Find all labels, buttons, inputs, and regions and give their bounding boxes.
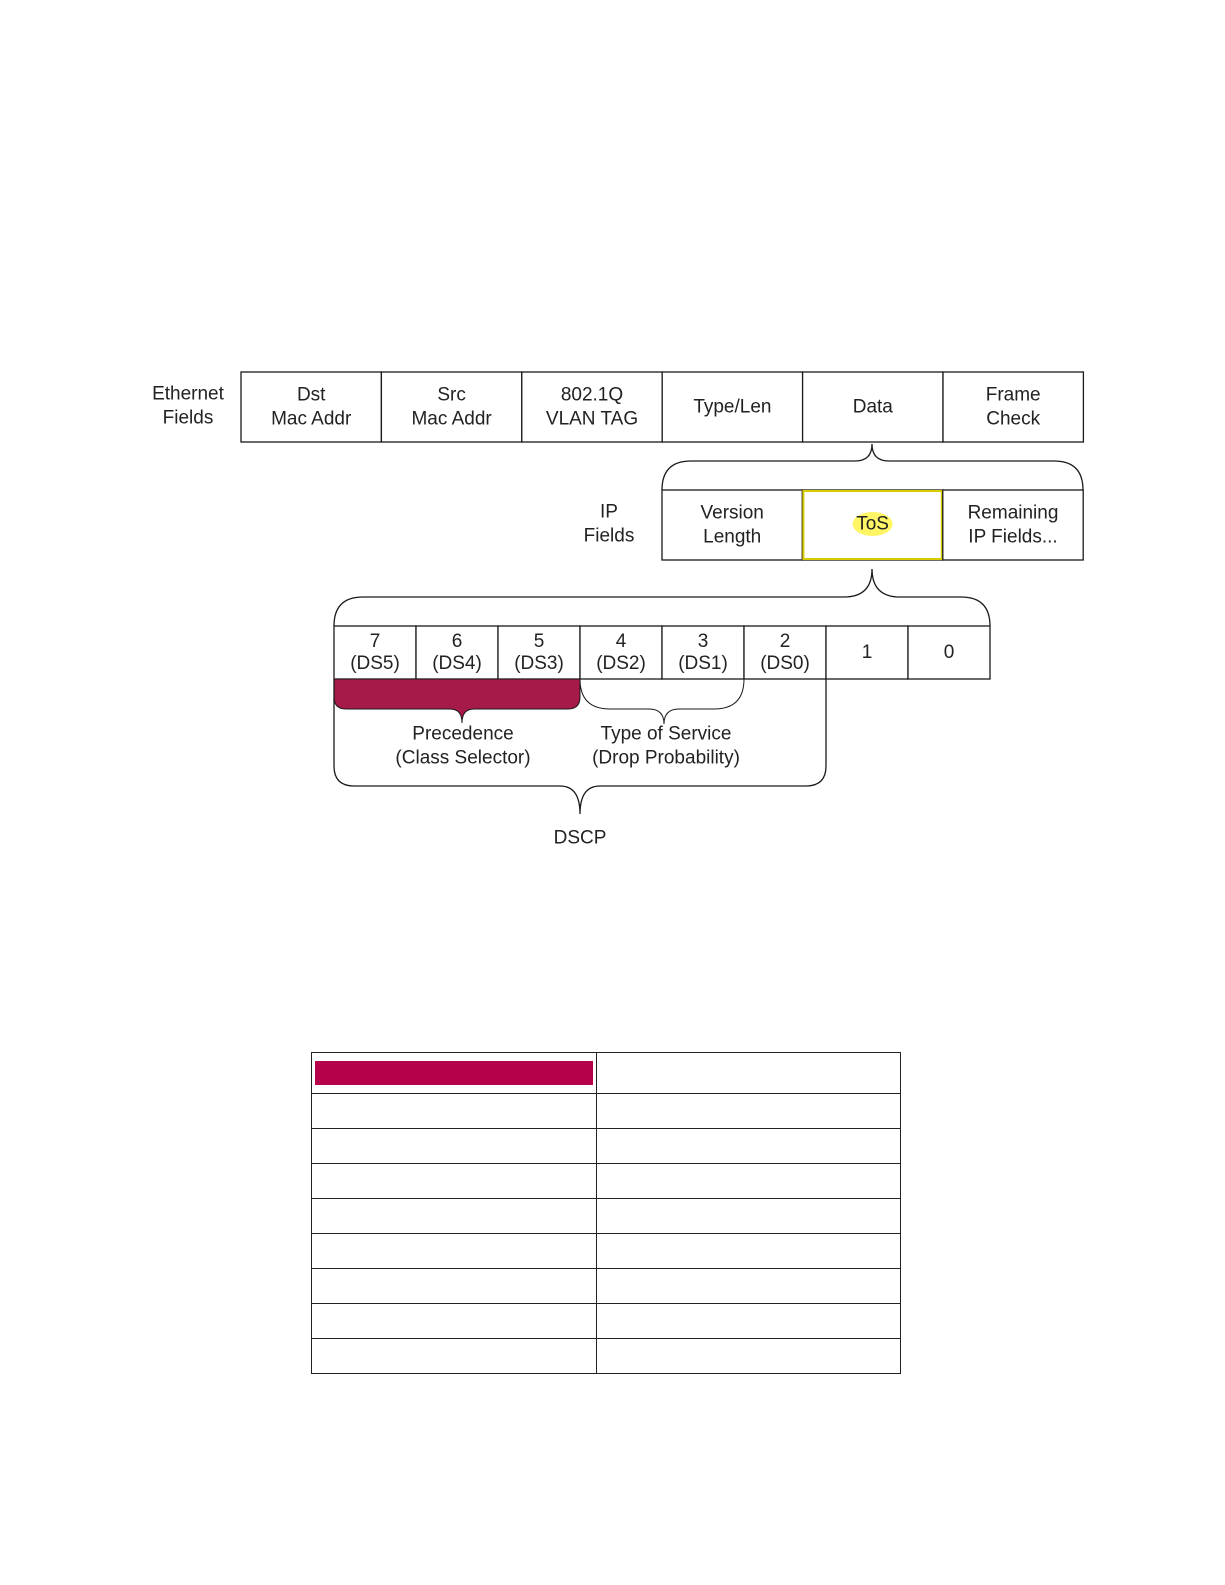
table-cell	[312, 1199, 597, 1234]
ethernet-fields-label: Fields	[162, 407, 214, 429]
tos-bit-label: (DS1)	[678, 653, 728, 674]
table-cell	[597, 1053, 901, 1094]
table-cell	[597, 1304, 901, 1339]
data-to-ip-brace	[662, 444, 1083, 490]
dscp-label: DSCP	[553, 827, 607, 849]
ip-field-box	[662, 490, 802, 560]
ethernet-field-label: VLAN TAG	[545, 408, 639, 430]
table-row	[312, 1129, 901, 1164]
precedence-label: Precedence	[412, 723, 514, 745]
ethernet-field-label: Mac Addr	[271, 408, 352, 430]
table-cell	[312, 1053, 597, 1094]
table-row	[312, 1053, 901, 1094]
table-row	[312, 1339, 901, 1374]
ip-field-label: Length	[703, 526, 762, 548]
table-cell	[597, 1339, 901, 1374]
table-row	[312, 1199, 901, 1234]
ip-field-label: Version	[700, 502, 764, 524]
type-of-service-label: (Drop Probability)	[592, 747, 740, 769]
table-cell	[597, 1094, 901, 1129]
table-cell	[312, 1339, 597, 1374]
table-cell	[312, 1269, 597, 1304]
tos-bit-label: (DS0)	[760, 653, 810, 674]
tos-to-bits-brace	[334, 569, 990, 626]
type-of-service-label: Type of Service	[600, 723, 732, 745]
table-cell	[312, 1094, 597, 1129]
tos-bit-label: 2	[779, 631, 791, 652]
table-cell	[597, 1269, 901, 1304]
table-cell	[597, 1129, 901, 1164]
tos-bit-label: 4	[615, 631, 627, 652]
ethernet-field-label: Type/Len	[693, 396, 772, 418]
ip-field-box	[943, 490, 1083, 560]
tos-bit-label: 0	[943, 642, 955, 663]
ethernet-field-box	[241, 372, 381, 442]
table-cell	[312, 1234, 597, 1269]
tos-bits-row	[334, 626, 990, 679]
ethernet-field-label: Dst	[296, 384, 326, 406]
tos-bit-label: (DS3)	[514, 653, 564, 674]
ip-fields-row	[584, 490, 1084, 560]
table-cell	[597, 1164, 901, 1199]
table-row	[312, 1164, 901, 1199]
tos-bit-label: (DS5)	[350, 653, 400, 674]
tos-bit-label: 7	[369, 631, 381, 652]
table-row	[312, 1094, 901, 1129]
ip-fields-label: IP	[600, 501, 618, 523]
precedence-table	[311, 1052, 901, 1374]
tos-bit-label: 6	[451, 631, 463, 652]
ethernet-field-label: Mac Addr	[411, 408, 492, 430]
ethernet-field-box	[943, 372, 1083, 442]
table-row	[312, 1269, 901, 1304]
table-cell	[312, 1164, 597, 1199]
table-cell	[597, 1234, 901, 1269]
precedence-label: (Class Selector)	[395, 747, 531, 769]
table-row	[312, 1234, 901, 1269]
table-cell	[312, 1304, 597, 1339]
ip-fields-label: Fields	[583, 525, 635, 547]
ethernet-fields-label: Ethernet	[152, 383, 224, 405]
ethernet-fields-row	[152, 372, 1083, 442]
ethernet-field-label: Src	[437, 384, 466, 406]
table-cell	[312, 1129, 597, 1164]
tos-bit-label: 1	[861, 642, 873, 663]
tos-bit-label: 5	[533, 631, 545, 652]
table-row	[312, 1304, 901, 1339]
ethernet-field-label: Check	[986, 408, 1041, 430]
ethernet-field-label: 802.1Q	[560, 384, 624, 406]
ethernet-field-label: Data	[852, 396, 893, 418]
table-cell	[597, 1199, 901, 1234]
precedence-table-container	[311, 1052, 901, 1374]
table-header-bar	[315, 1061, 593, 1085]
ip-field-label: Remaining	[967, 502, 1059, 524]
ethernet-field-box	[381, 372, 521, 442]
tos-bit-label: (DS4)	[432, 653, 482, 674]
ethernet-field-label: Frame	[985, 384, 1041, 406]
tos-bit-label: 3	[697, 631, 709, 652]
precedence-brace	[334, 679, 580, 723]
tos-bit-label: (DS2)	[596, 653, 646, 674]
tos-field-label: ToS	[856, 513, 889, 535]
ip-field-label: IP Fields...	[968, 526, 1058, 548]
ethernet-field-box	[522, 372, 662, 442]
type-of-service-brace	[580, 679, 744, 724]
